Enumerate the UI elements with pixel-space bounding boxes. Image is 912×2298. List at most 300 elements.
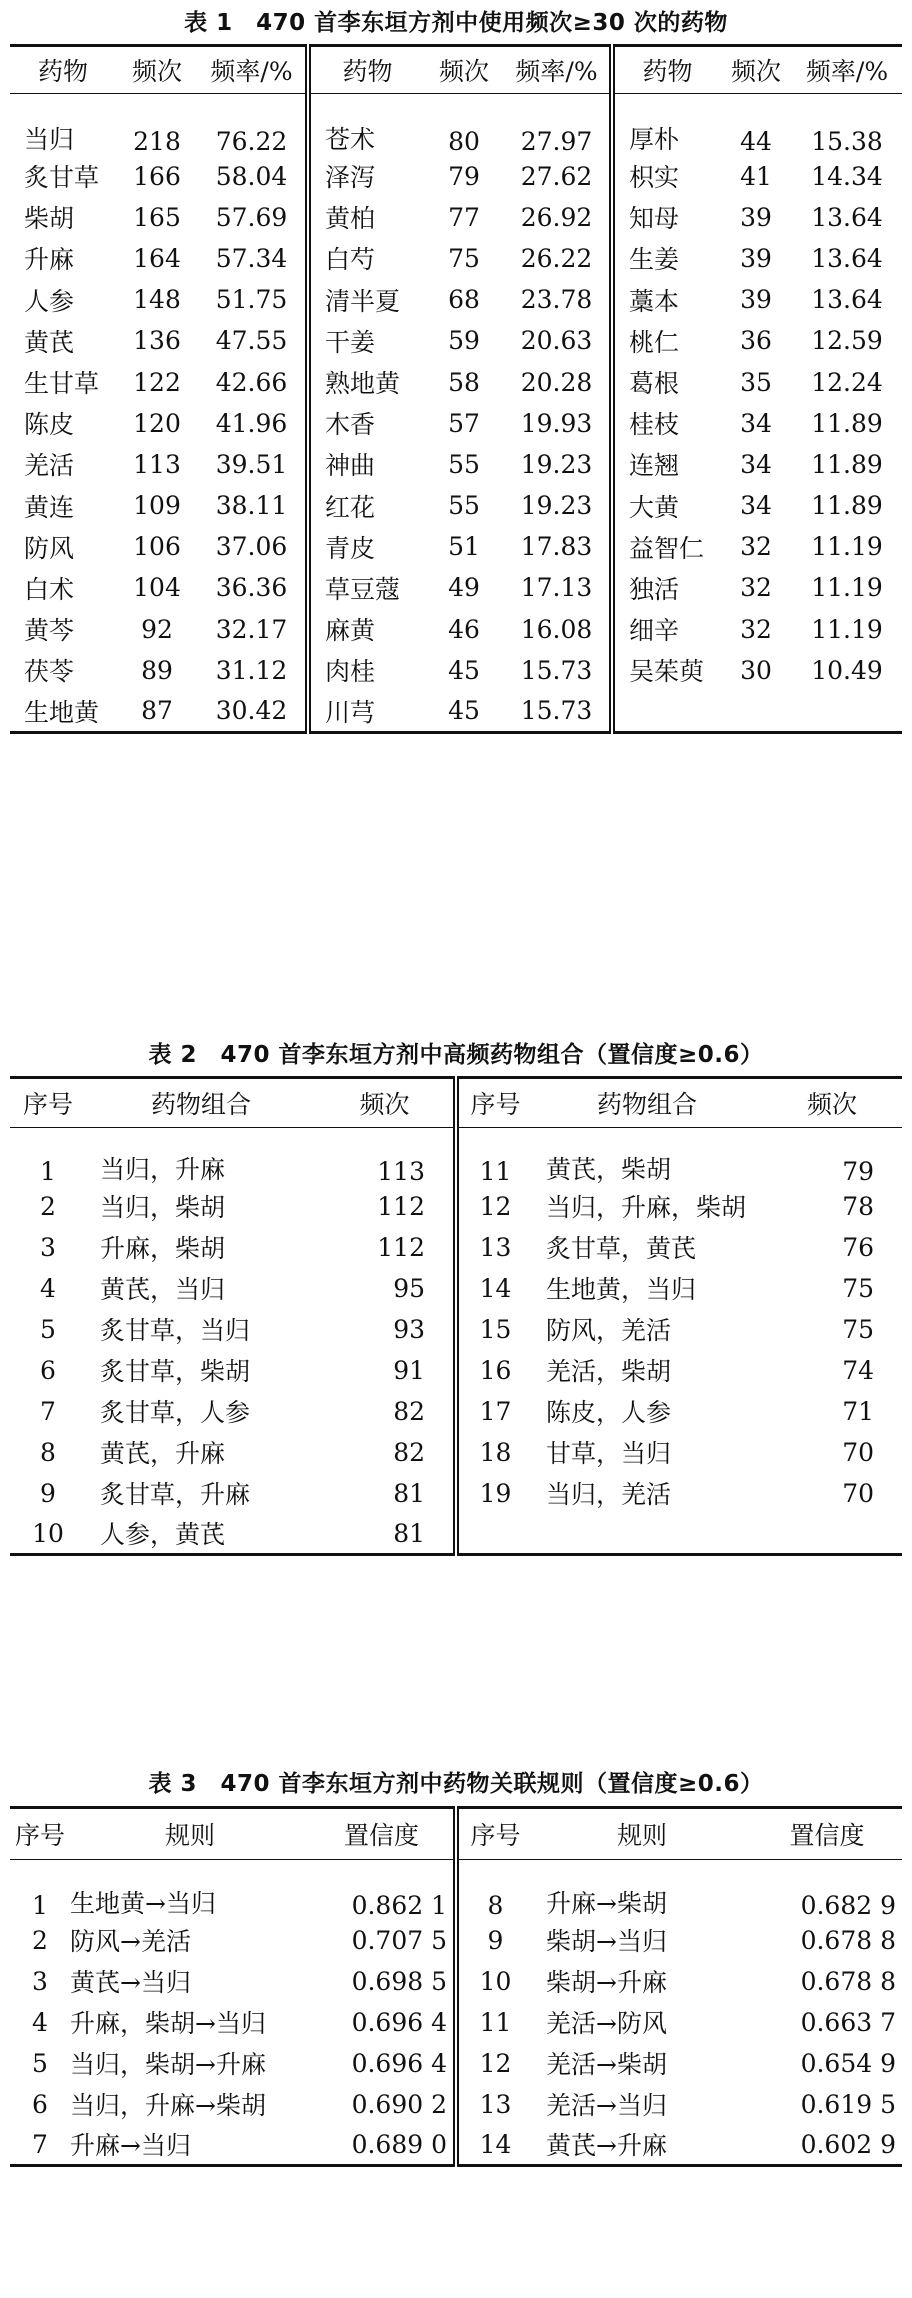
t2-head-count-1: 频次 [316,1078,456,1128]
drug-count: 77 [448,202,480,232]
rule-index: 11 [456,2002,532,2043]
table3-row [10,1961,902,2002]
table3-row [10,2002,902,2043]
combo-drugs: 生地黄，当归 [546,1275,697,1304]
drug-count: 39 [740,243,772,273]
t3-head-rule-1: 规则 [70,1808,310,1860]
table2-row [10,1350,902,1391]
t1-head-rate-2: 频率/% [504,46,612,94]
drug-name: 茯苓 [24,657,75,687]
drug-rate: 26.22 [520,243,593,273]
drug-rate: 27.62 [520,161,593,191]
drug-count: 109 [133,491,181,521]
t1-head-drug-2: 药物 [308,46,424,94]
combo-drugs: 甘草，当归 [546,1439,672,1468]
t3-head-index-1: 序号 [10,1808,70,1860]
drug-name: 干姜 [308,320,424,361]
drug-name: 泽泻 [308,156,424,197]
drug-name: 生姜 [612,238,720,279]
combo-index: 14 [456,1268,532,1309]
drug-count: 165 [133,202,181,232]
combo-drugs: 当归，柴胡 [100,1193,226,1222]
drug-count: 122 [133,367,181,397]
rule-index: 1 [32,1890,48,1920]
drug-count: 58 [448,367,480,397]
drug-name: 升麻 [24,245,75,275]
combo-count: 91 [393,1355,425,1385]
drug-count: 35 [740,367,772,397]
rule-index: 4 [32,2007,48,2037]
drug-rate [792,691,902,732]
table2-row [10,1432,902,1473]
drug-rate: 16.08 [520,614,593,644]
rule-text: 羌活→防风 [546,2009,667,2038]
drug-count: 55 [448,449,480,479]
drug-name: 知母 [612,197,720,238]
combo-count: 95 [393,1273,425,1303]
drug-count: 166 [133,161,181,191]
drug-name: 吴茱萸 [612,650,720,691]
table1-row [10,94,902,156]
table1-caption: 表 1 470 首李东垣方剂中使用频次≥30 次的药物 [184,10,728,36]
drug-name: 桃仁 [612,320,720,361]
drug-count: 75 [448,243,480,273]
table2-body [10,1128,902,1555]
rule-text: 生地黄→当归 [70,1888,216,1918]
t1-head-count-3: 频次 [720,46,792,94]
drug-rate: 12.24 [811,367,883,397]
table2-header-row [10,1078,902,1128]
drug-count: 68 [448,285,480,315]
drug-count: 36 [740,326,772,356]
drug-count: 45 [424,691,504,732]
combo-count [762,1514,902,1555]
t3-head-rule-2: 规则 [532,1808,752,1860]
combo-drugs: 炙甘草，黄芪 [546,1234,697,1263]
combo-drugs: 当归，升麻，柴胡 [546,1193,747,1222]
table2 [10,1076,902,1556]
table3 [10,1806,902,2167]
drug-rate: 11.19 [811,532,883,562]
drug-name: 生甘草 [24,369,100,399]
table1-row [10,444,902,485]
drug-rate: 76.22 [215,126,288,156]
combo-count: 78 [842,1191,874,1221]
t2-head-index-2: 序号 [456,1078,532,1128]
drug-name: 桂枝 [612,403,720,444]
combo-index [456,1514,532,1555]
drug-count: 136 [133,326,181,356]
drug-count: 30 [740,655,772,685]
combo-index: 16 [456,1350,532,1391]
drug-count: 46 [448,614,480,644]
drug-rate: 11.89 [811,449,883,479]
drug-rate: 39.51 [215,449,288,479]
table3-body [10,1860,902,2166]
drug-rate: 11.89 [811,491,883,521]
rule-confidence: 0.690 2 [351,2089,447,2119]
rule-text: 柴胡→升麻 [546,1968,667,1997]
table2-caption: 表 2 470 首李东垣方剂中高频药物组合（置信度≥0.6） [148,1042,764,1068]
drug-count: 44 [740,126,772,156]
rule-confidence: 0.698 5 [351,1966,447,1996]
table2-row [10,1128,902,1186]
drug-name: 防风 [24,533,75,563]
drug-count: 55 [448,491,480,521]
drug-count [720,691,792,732]
drug-name: 黄芩 [24,616,75,646]
rule-confidence: 0.862 1 [351,1890,447,1920]
rule-confidence: 0.696 4 [351,2007,447,2037]
rule-text: 升麻，柴胡→当归 [70,2009,266,2038]
drug-rate: 11.19 [811,614,883,644]
rule-text: 升麻→柴胡 [546,1888,667,1918]
drug-rate: 19.93 [520,408,593,438]
combo-count: 82 [393,1396,425,1426]
combo-count: 112 [377,1232,425,1262]
t1-head-drug-3: 药物 [612,46,720,94]
drug-rate: 42.66 [215,367,288,397]
combo-index: 8 [40,1437,56,1467]
t2-head-combo-2: 药物组合 [532,1078,762,1128]
drug-count: 120 [133,408,181,438]
combo-count: 81 [316,1514,456,1555]
table3-row [10,1920,902,1961]
drug-count: 80 [448,126,480,156]
combo-index: 3 [40,1232,56,1262]
drug-count: 148 [133,285,181,315]
table2-row [10,1227,902,1268]
table2-row [10,1514,902,1555]
combo-drugs: 黄芪，升麻 [100,1439,226,1468]
drug-name: 青皮 [308,526,424,567]
table1-row [10,279,902,320]
drug-name [612,691,720,732]
table3-row [10,1860,902,1920]
combo-index: 2 [40,1191,56,1221]
rule-confidence: 0.654 9 [800,2048,896,2078]
drug-rate: 13.64 [811,202,883,232]
t1-head-drug-1: 药物 [10,46,116,94]
drug-rate: 58.04 [215,161,288,191]
drug-name: 苍术 [308,94,424,156]
table2-row [10,1473,902,1514]
t1-head-count-1: 频次 [116,46,198,94]
drug-count: 34 [740,449,772,479]
drug-rate: 31.12 [215,655,288,685]
drug-name: 陈皮 [24,410,75,440]
drug-rate: 47.55 [215,326,288,356]
t2-head-index-1: 序号 [10,1078,86,1128]
drug-name: 黄芪 [24,327,75,357]
drug-name: 厚朴 [612,94,720,156]
drug-rate: 11.89 [811,408,883,438]
rule-index: 6 [32,2089,48,2119]
drug-name: 藁本 [612,279,720,320]
drug-rate: 13.64 [811,243,883,273]
rule-text: 当归，柴胡→升麻 [70,2050,266,2079]
t3-head-conf-2: 置信度 [752,1808,902,1860]
rule-text: 羌活→柴胡 [546,2050,667,2079]
drug-rate: 57.34 [215,243,288,273]
drug-count: 164 [133,243,181,273]
drug-rate: 27.97 [520,126,593,156]
drug-name: 益智仁 [612,526,720,567]
drug-name: 肉桂 [308,650,424,691]
drug-name: 当归 [24,124,75,154]
table1 [10,44,902,734]
combo-drugs: 陈皮，人参 [546,1398,672,1427]
rule-index: 2 [32,1925,48,1955]
combo-count: 74 [842,1355,874,1385]
table1-row [10,320,902,361]
t3-head-conf-1: 置信度 [310,1808,456,1860]
drug-rate: 57.69 [215,202,288,232]
drug-name: 连翘 [612,444,720,485]
drug-name: 白术 [24,574,75,604]
drug-name: 川芎 [308,691,424,732]
rule-index: 13 [456,2084,532,2125]
table1-row [10,609,902,650]
rule-confidence: 0.696 4 [351,2048,447,2078]
table3-row [10,2125,902,2166]
drug-rate: 11.19 [811,573,883,603]
combo-index: 10 [10,1514,86,1555]
drug-count: 113 [133,449,181,479]
rule-confidence: 0.602 9 [752,2125,902,2166]
drug-rate: 15.38 [811,126,883,156]
combo-index: 18 [456,1432,532,1473]
drug-count: 39 [740,285,772,315]
combo-drugs: 黄芪，当归 [100,1275,226,1304]
rule-index: 7 [10,2125,70,2166]
t1-head-rate-3: 频率/% [792,46,902,94]
combo-count: 76 [842,1232,874,1262]
drug-rate: 19.23 [520,449,593,479]
combo-index: 11 [456,1128,532,1186]
rule-confidence: 0.689 0 [310,2125,456,2166]
combo-drugs: 当归，羌活 [546,1480,672,1509]
drug-count: 49 [448,573,480,603]
drug-count: 59 [448,326,480,356]
drug-rate: 17.13 [520,573,593,603]
drug-name: 生地黄 [10,691,116,732]
t3-head-index-2: 序号 [456,1808,532,1860]
drug-rate: 17.83 [520,532,593,562]
drug-rate: 30.42 [198,691,308,732]
table1-row [10,691,902,732]
table1-header-row [10,46,902,94]
drug-name: 麻黄 [308,609,424,650]
drug-name: 炙甘草 [24,163,100,193]
combo-index: 4 [40,1273,56,1303]
table1-body [10,94,902,733]
rule-index: 14 [456,2125,532,2166]
combo-drugs: 羌活，柴胡 [546,1357,672,1386]
drug-rate: 51.75 [215,285,288,315]
rule-index: 3 [32,1966,48,1996]
drug-name: 清半夏 [308,279,424,320]
drug-count: 51 [448,532,480,562]
rule-text: 柴胡→当归 [546,1927,667,1956]
table3-caption: 表 3 470 首李东垣方剂中药物关联规则（置信度≥0.6） [148,1771,764,1797]
table1-row [10,238,902,279]
combo-drugs: 升麻，柴胡 [100,1234,226,1263]
drug-count: 32 [740,573,772,603]
drug-rate: 19.23 [520,491,593,521]
rule-index: 10 [456,1961,532,2002]
t1-head-count-2: 频次 [424,46,504,94]
drug-name: 独活 [612,567,720,608]
table3-header-row [10,1808,902,1860]
table2-row [10,1268,902,1309]
drug-rate: 13.64 [811,285,883,315]
combo-count: 82 [393,1437,425,1467]
combo-index: 17 [456,1391,532,1432]
combo-drugs: 炙甘草，柴胡 [100,1357,251,1386]
t2-head-combo-1: 药物组合 [86,1078,316,1128]
drug-count: 218 [133,126,181,156]
drug-rate: 14.34 [811,161,883,191]
drug-count: 104 [133,573,181,603]
drug-name: 黄柏 [308,197,424,238]
table1-row [10,403,902,444]
drug-rate: 26.92 [520,202,593,232]
drug-rate: 10.49 [811,655,883,685]
combo-count: 112 [377,1191,425,1221]
combo-index: 19 [456,1473,532,1514]
table1-row [10,650,902,691]
combo-count: 75 [842,1273,874,1303]
drug-name: 神曲 [308,444,424,485]
combo-count: 70 [842,1478,874,1508]
rule-index: 12 [456,2043,532,2084]
combo-drugs: 炙甘草，人参 [100,1398,251,1427]
combo-drugs [532,1514,762,1555]
drug-count: 32 [740,532,772,562]
combo-drugs: 防风，羌活 [546,1316,672,1345]
rule-text: 防风→羌活 [70,1927,191,1956]
rule-text: 黄芪→当归 [70,1968,191,1997]
drug-rate: 15.73 [504,691,612,732]
combo-count: 113 [377,1156,425,1186]
drug-count: 34 [740,408,772,438]
drug-count: 92 [141,614,173,644]
drug-name: 红花 [308,485,424,526]
rule-index: 8 [456,1860,532,1920]
combo-index: 1 [40,1156,56,1186]
table2-row [10,1391,902,1432]
drug-count: 39 [740,202,772,232]
drug-name: 人参 [24,286,75,316]
drug-count: 79 [448,161,480,191]
combo-count: 71 [842,1396,874,1426]
table2-row [10,1186,902,1227]
drug-count: 87 [116,691,198,732]
combo-index: 12 [456,1186,532,1227]
drug-rate: 20.63 [520,326,593,356]
table1-row [10,526,902,567]
combo-index: 15 [456,1309,532,1350]
combo-drugs: 炙甘草，当归 [100,1316,251,1345]
table1-row [10,156,902,197]
t1-head-rate-1: 频率/% [198,46,308,94]
drug-name: 大黄 [612,485,720,526]
table3-row [10,2043,902,2084]
rule-confidence: 0.663 7 [800,2007,896,2037]
table1-row [10,567,902,608]
rule-text: 羌活→当归 [546,2091,667,2120]
drug-count: 34 [740,491,772,521]
combo-count: 75 [842,1314,874,1344]
drug-rate: 23.78 [520,285,593,315]
combo-drugs: 黄芪，柴胡 [546,1154,672,1184]
drug-name: 羌活 [24,451,75,481]
drug-name: 葛根 [612,361,720,402]
table1-row [10,361,902,402]
drug-rate: 36.36 [215,573,288,603]
combo-index: 13 [456,1227,532,1268]
drug-rate: 20.28 [520,367,593,397]
drug-name: 木香 [308,403,424,444]
t2-head-count-2: 频次 [762,1078,902,1128]
combo-count: 70 [842,1437,874,1467]
rule-confidence: 0.619 5 [800,2089,896,2119]
combo-index: 7 [40,1396,56,1426]
rule-index: 5 [32,2048,48,2078]
drug-count: 32 [740,614,772,644]
rule-text: 黄芪→升麻 [532,2125,752,2166]
combo-count: 79 [842,1156,874,1186]
combo-drugs: 当归，升麻 [100,1154,226,1184]
rule-confidence: 0.678 8 [800,1925,896,1955]
combo-count: 93 [393,1314,425,1344]
table2-row [10,1309,902,1350]
combo-count: 81 [393,1478,425,1508]
rule-text: 升麻→当归 [70,2125,310,2166]
drug-count: 41 [740,161,772,191]
drug-rate: 32.17 [215,614,288,644]
combo-index: 5 [40,1314,56,1344]
table3-row [10,2084,902,2125]
rule-confidence: 0.707 5 [351,1925,447,1955]
rule-index: 9 [456,1920,532,1961]
drug-name: 细辛 [612,609,720,650]
combo-drugs: 人参，黄芪 [86,1514,316,1555]
table1-row [10,197,902,238]
drug-name: 草豆蔻 [308,567,424,608]
drug-rate: 37.06 [215,532,288,562]
drug-rate: 41.96 [215,408,288,438]
drug-rate: 38.11 [215,491,288,521]
combo-index: 6 [40,1355,56,1385]
drug-name: 枳实 [612,156,720,197]
rule-confidence: 0.682 9 [800,1890,896,1920]
drug-rate: 15.73 [520,655,593,685]
combo-index: 9 [40,1478,56,1508]
drug-count: 106 [133,532,181,562]
table1-row [10,485,902,526]
rule-text: 当归，升麻→柴胡 [70,2091,266,2120]
rule-confidence: 0.678 8 [800,1966,896,1996]
drug-count: 57 [448,408,480,438]
drug-name: 柴胡 [24,204,75,234]
drug-name: 白芍 [308,238,424,279]
drug-rate: 12.59 [811,326,883,356]
drug-name: 黄连 [24,492,75,522]
drug-count: 45 [448,655,480,685]
combo-drugs: 炙甘草，升麻 [100,1480,251,1509]
